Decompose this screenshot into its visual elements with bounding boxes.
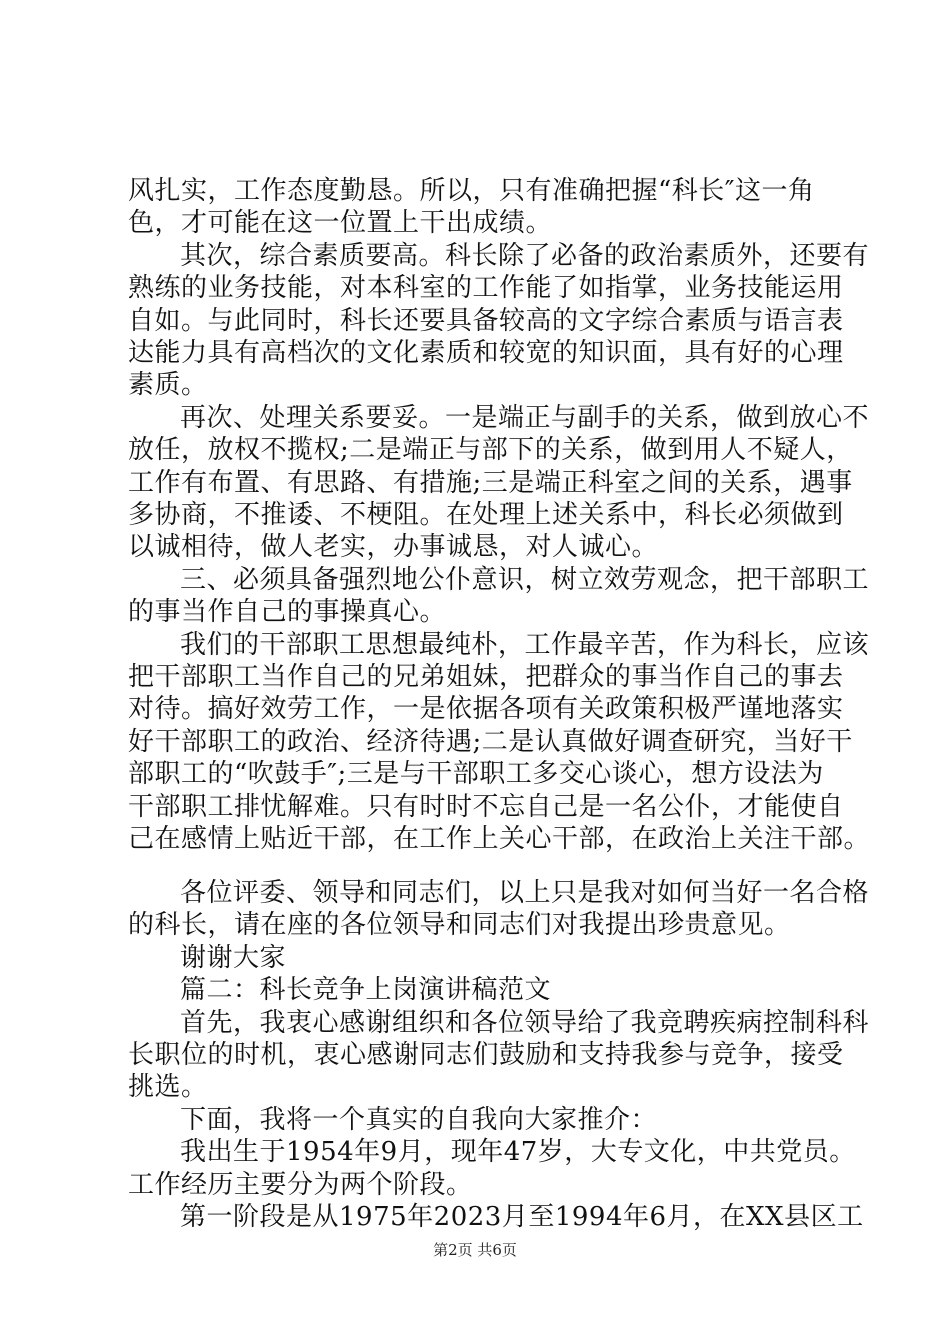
text-line: 熟练的业务技能，对本科室的工作能了如指掌，业务技能运用	[128, 273, 844, 303]
text-line: 工作有布置、有思路、有措施;三是端正科室之间的关系，遇事	[128, 468, 853, 498]
text-line: 达能力具有高档次的文化素质和较宽的知识面，具有好的心理	[128, 338, 844, 368]
text-line: 我们的干部职工思想最纯朴，工作最辛苦，作为科长，应该	[180, 630, 870, 660]
text-line: 放任，放权不揽权;二是端正与部下的关系，做到用人不疑人，	[128, 435, 853, 465]
text-line: 首先，我衷心感谢组织和各位领导给了我竞聘疾病控制科科	[180, 1008, 870, 1038]
text-line: 干部职工排忧解难。只有时时不忘自己是一名公仆，才能使自	[128, 792, 844, 822]
text-line: 素质。	[128, 370, 208, 400]
text-line: 风扎实，工作态度勤恳。所以，只有准确把握“科长″这一角	[128, 176, 815, 206]
text-line: 以诚相待，做人老实，办事诚恳，对人诚心。	[128, 532, 659, 562]
section-heading: 篇二：科长竞争上岗演讲稿范文	[180, 975, 552, 1005]
text-line: 第一阶段是从1975年2023月至1994年6月，在XX县区工	[180, 1202, 864, 1232]
text-line: 我出生于1954年9月，现年47岁，大专文化，中共党员。	[180, 1137, 856, 1167]
text-line: 工作经历主要分为两个阶段。	[128, 1170, 473, 1200]
text-line: 的科长，请在座的各位领导和同志们对我提出珍贵意见。	[128, 910, 791, 940]
text-line: 各位评委、领导和同志们，以上只是我对如何当好一名合格	[180, 878, 870, 908]
text-line: 部职工的“吹鼓手″;三是与干部职工多交心谈心，想方设法为	[128, 759, 824, 789]
text-line: 己在感情上贴近干部，在工作上关心干部，在政治上关注干部。	[128, 824, 871, 854]
text-line: 再次、处理关系要妥。一是端正与副手的关系，做到放心不	[180, 403, 870, 433]
text-line: 自如。与此同时，科长还要具备较高的文字综合素质与语言表	[128, 306, 844, 336]
text-line: 谢谢大家	[180, 943, 287, 973]
text-line: 下面，我将一个真实的自我向大家推介：	[180, 1105, 658, 1135]
text-line: 多协商，不推诿、不梗阻。在处理上述关系中，科长必须做到	[128, 500, 844, 530]
page-number-footer: 第2页 共6页	[433, 1241, 517, 1259]
text-line: 对待。搞好效劳工作，一是依据各项有关政策积极严谨地落实	[128, 694, 844, 724]
text-line: 好干部职工的政治、经济待遇;二是认真做好调查研究，当好干	[128, 727, 853, 757]
text-line: 长职位的时机，衷心感谢同志们鼓励和支持我参与竞争，接受	[128, 1040, 844, 1070]
text-line: 三、必须具备强烈地公仆意识，树立效劳观念，把干部职工	[180, 565, 870, 595]
text-line: 的事当作自己的事操真心。	[128, 597, 447, 627]
text-line: 色，才可能在这一位置上干出成绩。	[128, 208, 553, 238]
text-line: 把干部职工当作自己的兄弟姐妹，把群众的事当作自己的事去	[128, 662, 844, 692]
text-line: 挑选。	[128, 1072, 208, 1102]
text-line: 其次，综合素质要高。科长除了必备的政治素质外，还要有	[180, 241, 870, 271]
